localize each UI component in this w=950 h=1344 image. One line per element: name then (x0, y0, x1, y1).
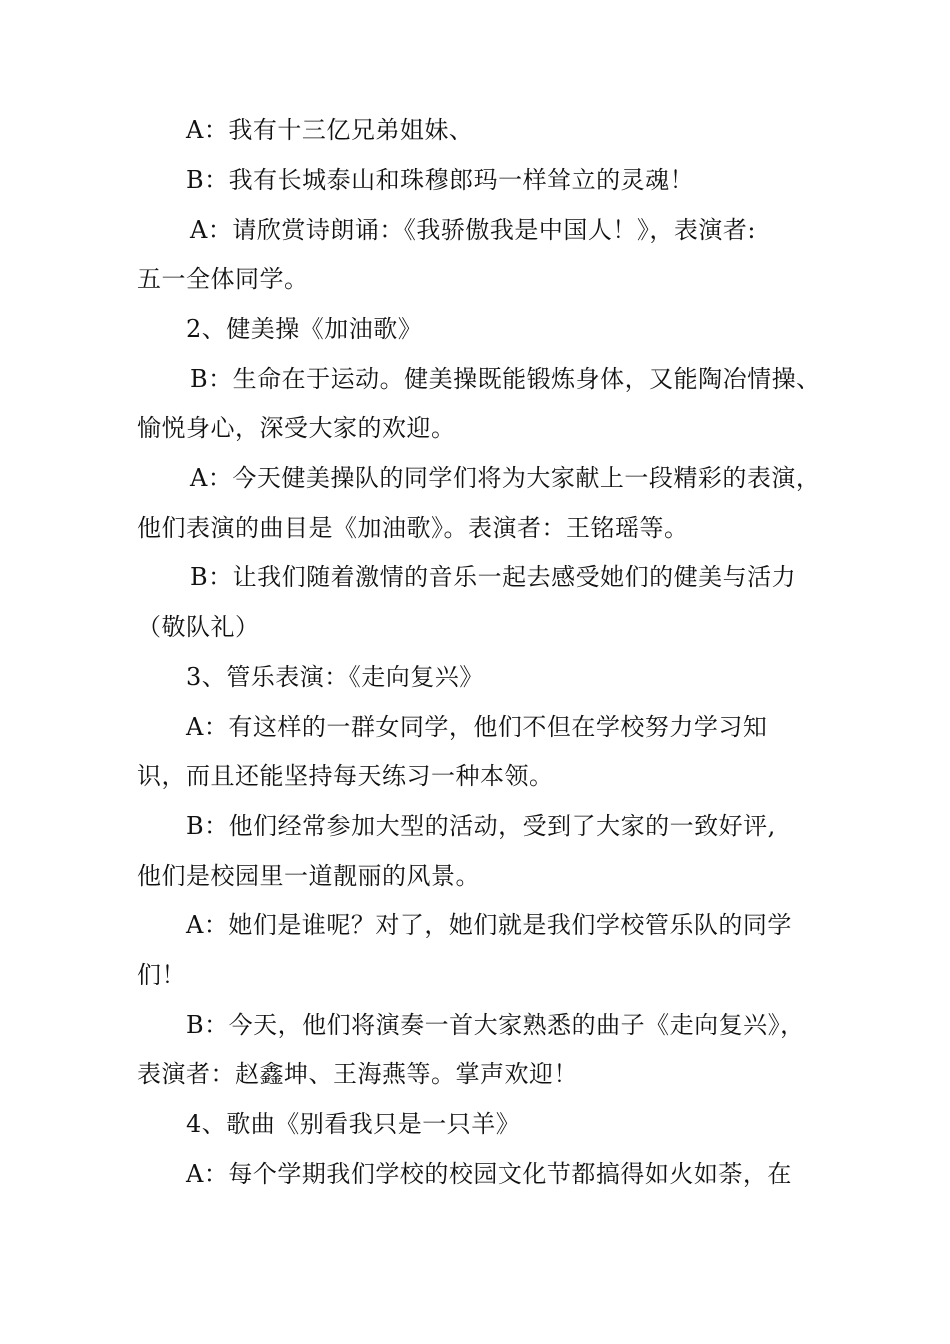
section-heading: 2、健美操《加油歌》 (186, 315, 423, 343)
text-line: A：她们是谁呢？对了，她们就是我们学校管乐队的同学 (186, 911, 792, 939)
section-heading: 4、歌曲《别看我只是一只羊》 (186, 1110, 521, 1138)
text-line: 五一全体同学。 (137, 265, 309, 293)
text-line: B：让我们随着激情的音乐一起去感受她们的健美与活力 (190, 563, 797, 591)
text-line: A：今天健美操队的同学们将为大家献上一段精彩的表演， (190, 464, 821, 492)
text-line: B：生命在于运动。健美操既能锻炼身体，又能陶冶情操、 (190, 365, 821, 393)
text-line: （敬队礼） (137, 613, 260, 641)
text-line: B：今天，他们将演奏一首大家熟悉的曲子《走向复兴》， (186, 1011, 805, 1039)
text-line: 表演者：赵鑫坤、王海燕等。掌声欢迎！ (137, 1060, 578, 1088)
text-line: 识，而且还能坚持每天练习一种本领。 (137, 762, 554, 790)
text-line: 们！ (137, 961, 186, 989)
text-line: B：我有长城泰山和珠穆郎玛一样耸立的灵魂！ (186, 166, 695, 194)
text-line: A：有这样的一群女同学，他们不但在学校努力学习知 (186, 713, 768, 741)
text-line: A：请欣赏诗朗诵：《我骄傲我是中国人！》，表演者: (190, 216, 756, 244)
text-line: 他们表演的曲目是《加油歌》。表演者：王铭瑶等。 (137, 514, 689, 542)
text-line: 他们是校园里一道靓丽的风景。 (137, 862, 480, 890)
text-line: A：每个学期我们学校的校园文化节都搞得如火如荼，在 (186, 1160, 792, 1188)
text-line: A：我有十三亿兄弟姐妹、 (186, 116, 474, 144)
section-heading: 3、管乐表演：《走向复兴》 (186, 663, 484, 691)
text-line: 愉悦身心，深受大家的欢迎。 (137, 414, 456, 442)
text-line: B：他们经常参加大型的活动，受到了大家的一致好评, (186, 812, 776, 840)
